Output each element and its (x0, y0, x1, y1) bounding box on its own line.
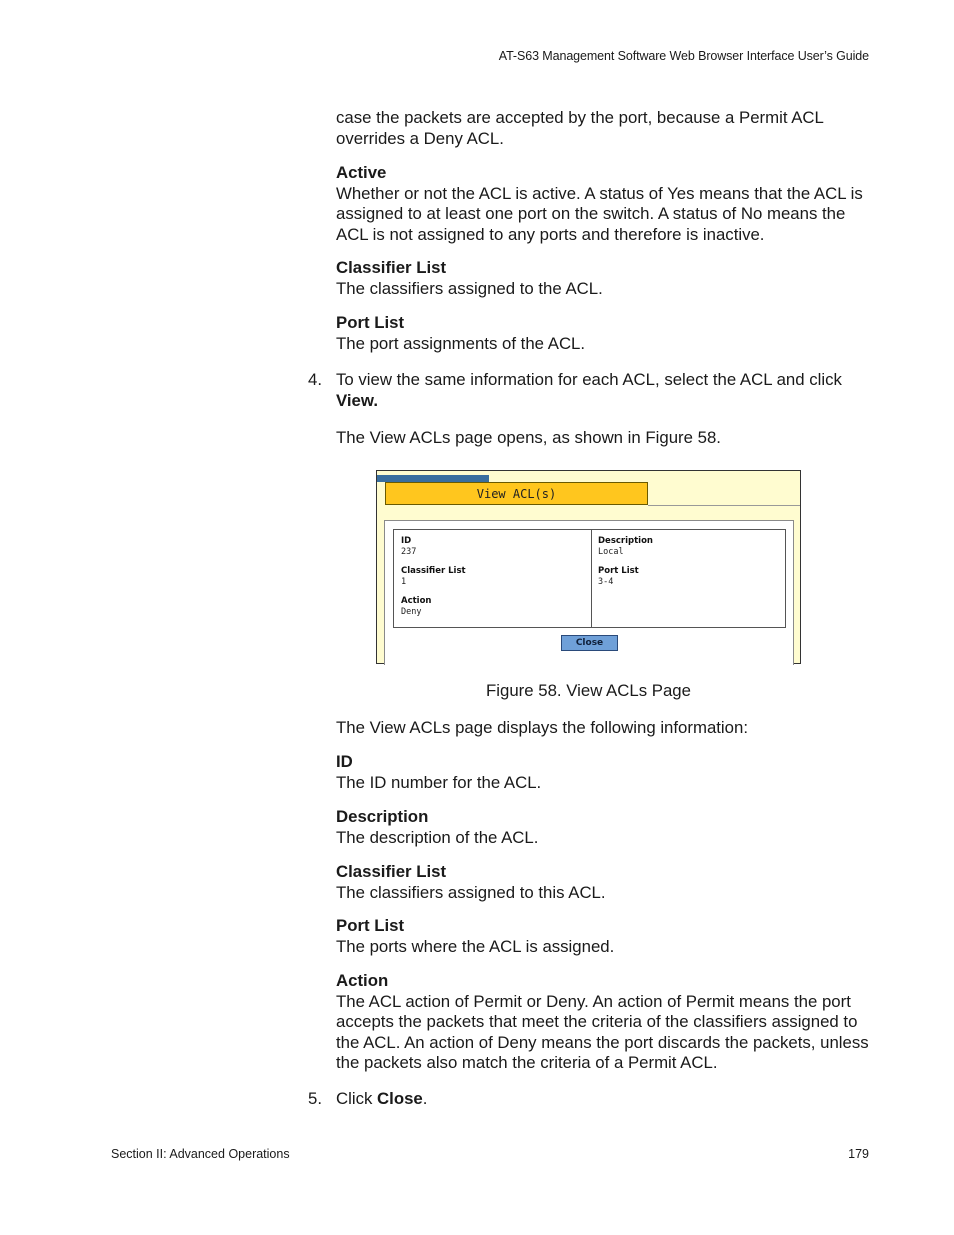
desc-port-list: The port assignments of the ACL. (336, 333, 586, 353)
definition-port-list-2 (336, 916, 876, 957)
desc-action: The ACL action of Permit or Deny. An action of Permit means the port accepts the packets that meet the criteria of the classifiers assigned to the ACL. An action of Deny means the port discards the packets, unless the packets also match the criteria of a Permit ACL. (336, 991, 869, 1073)
term-classifier-list-2: Classifier List (336, 862, 447, 881)
step-4-text (336, 370, 876, 411)
classifier-list-value: 1 (401, 577, 407, 587)
step-5-close-label: Close (377, 1089, 423, 1108)
term-description: Description (336, 807, 429, 826)
acl-detail-panel (384, 520, 794, 665)
term-port-list: Port List (336, 313, 405, 332)
classifier-list-label: Classifier List (401, 566, 466, 576)
id-value: 237 (401, 547, 417, 557)
description-label: Description (598, 536, 653, 546)
view-acls-figure (376, 470, 801, 664)
action-value: Deny (401, 607, 422, 617)
close-button[interactable]: Close (561, 635, 618, 651)
definition-classifier-list (336, 258, 876, 299)
footer-section: Section II: Advanced Operations (111, 1147, 290, 1161)
port-list-label: Port List (598, 566, 639, 576)
page-number: 179 (848, 1147, 869, 1161)
term-id: ID (336, 752, 353, 771)
step-4-instruction: To view the same information for each ACL, select the ACL and click (336, 370, 842, 389)
view-acls-tab[interactable]: View ACL(s) (385, 482, 648, 505)
desc-classifier-list: The classifiers assigned to the ACL. (336, 278, 603, 298)
term-classifier-list: Classifier List (336, 258, 447, 277)
figure-top-bar (377, 475, 489, 482)
intro-paragraph: case the packets are accepted by the port, because a Permit ACL overrides a Deny ACL. (336, 108, 824, 148)
step-5-period: . (422, 1089, 428, 1108)
desc-classifier-list-2: The classifiers assigned to this ACL. (336, 882, 606, 902)
step-4-number: 4. (308, 370, 322, 389)
action-label: Action (401, 596, 432, 606)
desc-active: Whether or not the ACL is active. A status of Yes means that the ACL is assigned to at least one port on the switch. A status of No means the ACL is not assigned to any ports and therefore is inactive. (336, 183, 863, 244)
definition-id (336, 752, 876, 793)
term-port-list-2: Port List (336, 916, 405, 935)
port-list-value: 3-4 (598, 577, 614, 587)
term-action: Action (336, 971, 389, 990)
step-5-number: 5. (308, 1089, 322, 1108)
figure-caption: Figure 58. View ACLs Page (486, 681, 691, 700)
column-divider (591, 530, 592, 627)
definition-action (336, 971, 876, 1074)
definition-classifier-list-2 (336, 862, 876, 903)
step-5-text (336, 1089, 876, 1110)
acl-detail-box (393, 529, 786, 628)
step-4-followup: The View ACLs page opens, as shown in Figure 58. (336, 428, 721, 447)
desc-id: The ID number for the ACL. (336, 772, 542, 792)
desc-port-list-2: The ports where the ACL is assigned. (336, 936, 615, 956)
desc-description: The description of the ACL. (336, 827, 539, 847)
definition-port-list (336, 313, 876, 354)
tab-underline (648, 505, 800, 506)
definition-description (336, 807, 876, 848)
description-value: Local (598, 547, 624, 557)
running-header: AT-S63 Management Software Web Browser Interface User’s Guide (498, 49, 869, 63)
step-5-instruction: Click (336, 1089, 373, 1108)
step-4-view-label: View. (336, 390, 378, 410)
term-active: Active (336, 163, 387, 182)
definition-active (336, 163, 876, 245)
lead-paragraph: The View ACLs page displays the following information: (336, 718, 748, 737)
id-label: ID (401, 536, 412, 546)
